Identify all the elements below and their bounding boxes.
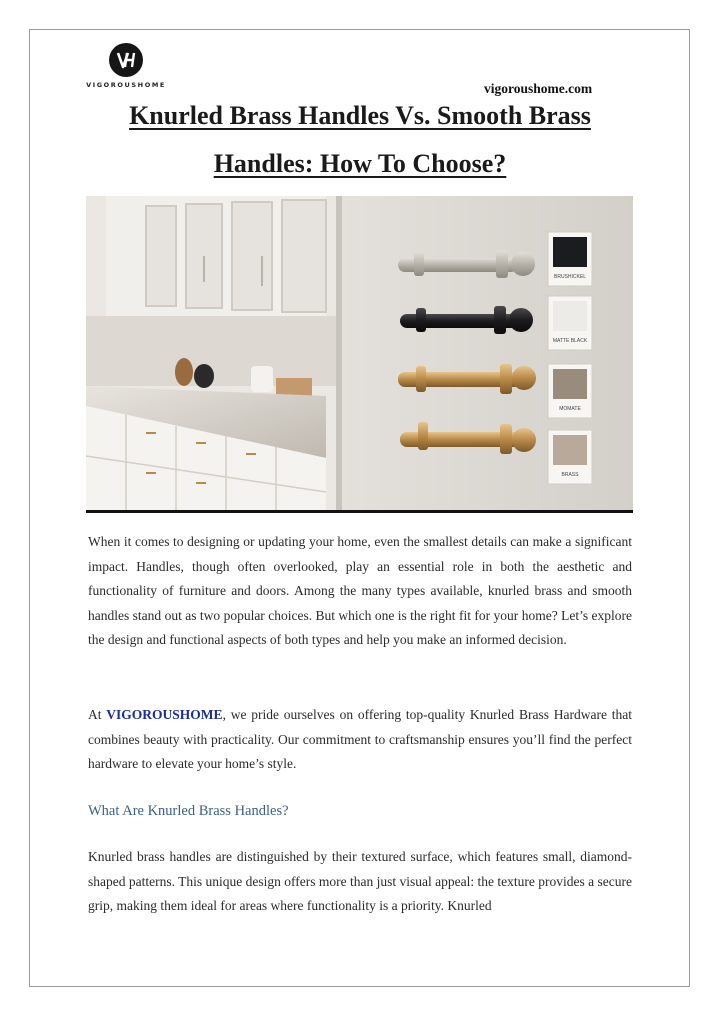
- swatch-card-3: [548, 364, 592, 418]
- page-title-line-2: Handles: How To Choose?: [213, 149, 507, 178]
- page-title-line-1: Knurled Brass Handles Vs. Smooth Brass: [129, 101, 591, 130]
- swatch-label-4: BRASS: [561, 472, 579, 478]
- swatch-label-3: MOMATE: [559, 406, 581, 412]
- vase-2: [194, 364, 214, 388]
- logo: [84, 43, 168, 91]
- logo-vh-icon: [109, 43, 143, 77]
- cutting-board: [276, 378, 312, 396]
- section-paragraph: Knurled brass handles are distinguished by their textured surface, which features small, diamond-shaped patterns. This unique design offers more than just visual appeal: the texture provides a secure grip, making them ideal for areas where functionality is a priority. Knurled: [88, 849, 632, 913]
- intro-paragraph: When it comes to designing or updating your home, even the smallest details can make a significant impact. Handles, though often overlooked, play an essential role in both the aesthetic and functionality of furniture and doors. Among the many types available, knurled brass and smooth handles stand out as two popular choices. But which one is the right fit for your home? Let’s explore the design and functional aspects of both types and help you make an informed decision.: [88, 534, 632, 647]
- hero-divider: [86, 510, 633, 513]
- logo-mark: [109, 43, 143, 77]
- swatch-card-1: [548, 232, 592, 286]
- swatch-card-4: [548, 430, 592, 484]
- canister: [251, 366, 273, 392]
- vase-1: [175, 358, 193, 386]
- backsplash: [86, 316, 346, 386]
- brand-name-link[interactable]: VIGOROUSHOME: [106, 707, 223, 722]
- brand-prefix: At: [88, 707, 107, 722]
- swatch-label-1: BRUSHICKEL: [554, 274, 586, 280]
- brand-paragraph-text: , we pride ourselves on offering top-quality Knurled Brass Hardware that combines beauty with practicality. Our commitment to craftsmanship ensures you’ll find the perfect hardware to elevate your home’s style.: [88, 707, 633, 771]
- logo-wordmark: VIGOROUSHOME: [86, 81, 166, 89]
- brand-paragraph: [88, 703, 632, 777]
- swatch-label-2: MATTE BLACK: [552, 338, 588, 344]
- swatch-card-2: [548, 296, 592, 350]
- site-url[interactable]: vigoroushome.com: [484, 81, 593, 96]
- hero-image: [86, 196, 633, 512]
- section-heading: What Are Knurled Brass Handles?: [88, 803, 289, 819]
